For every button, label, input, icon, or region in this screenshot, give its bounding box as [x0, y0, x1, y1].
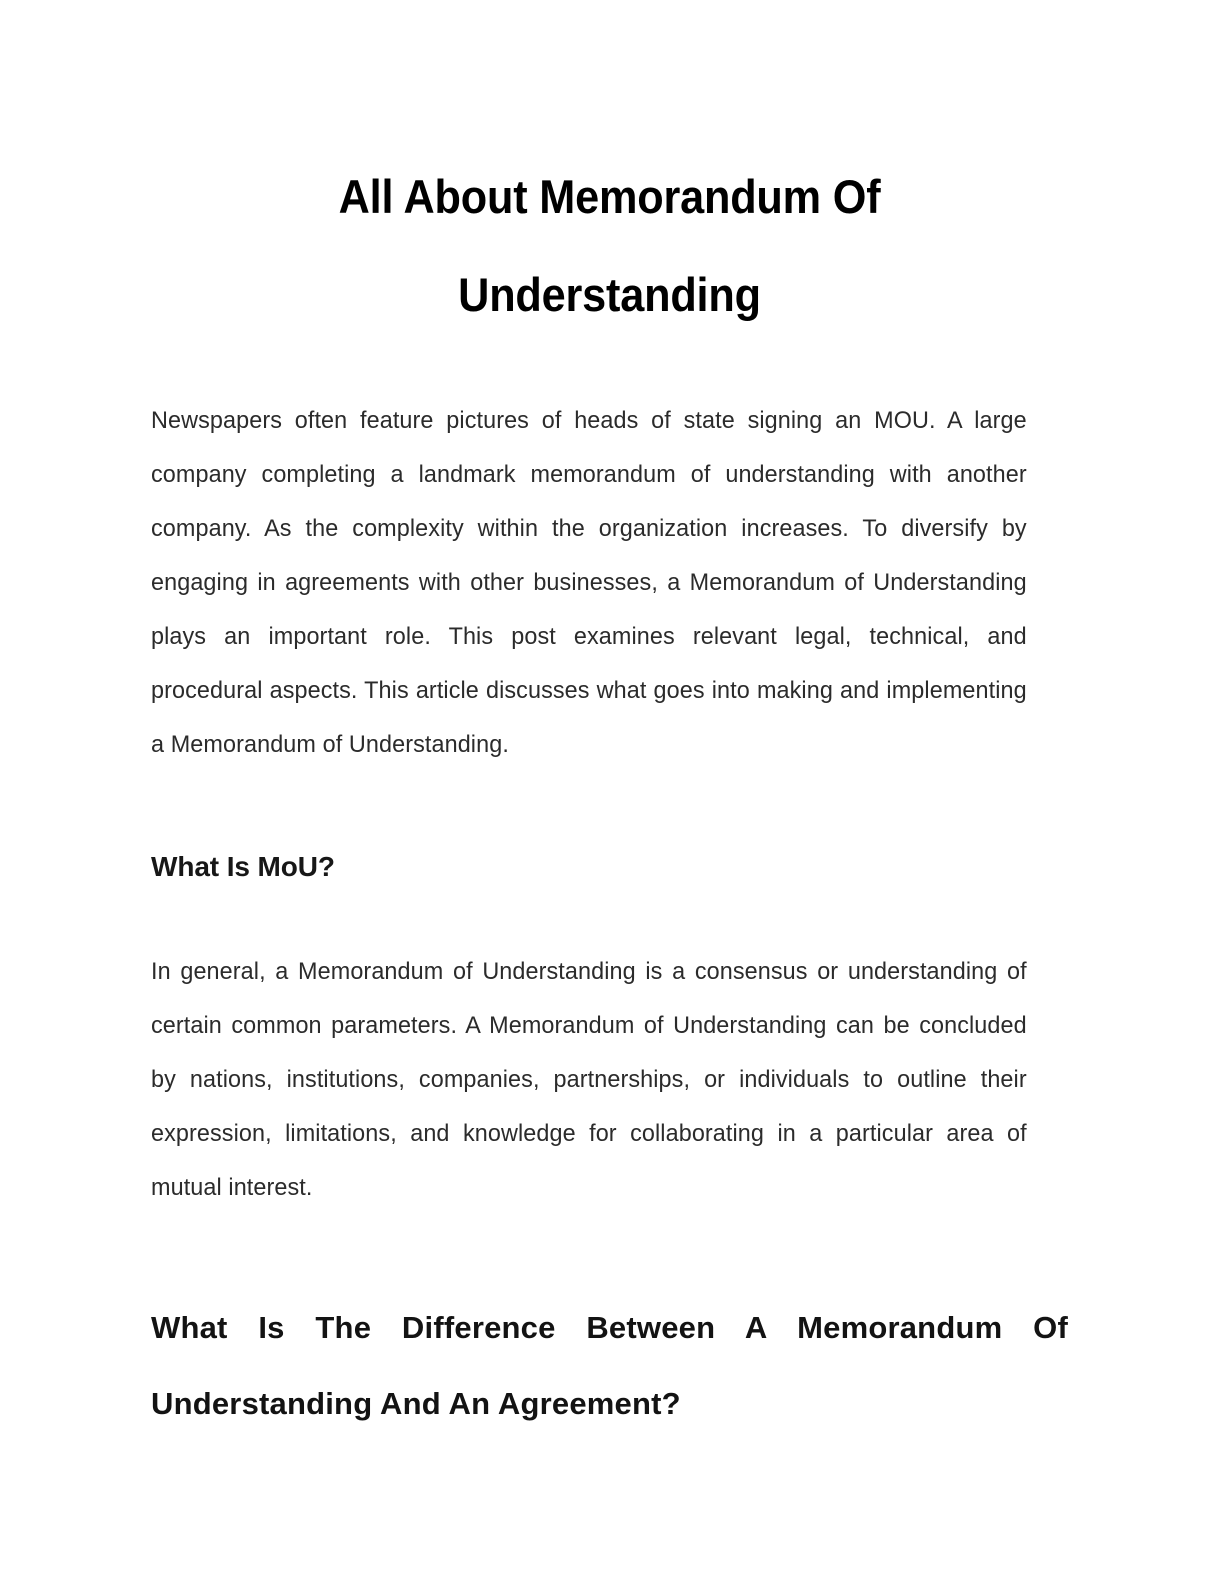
heading-difference-line-2: Understanding And An Agreement? [151, 1386, 681, 1421]
document-content [151, 0, 1068, 1442]
heading-difference-line-1: What Is The Difference Between A Memorandum Of [151, 1310, 1068, 1345]
paragraph-intro: Newspapers often feature pictures of heads of state signing an MOU. A large company completing a landmark memorandum of understanding with another company. As the complexity within the organization increases. To diversify by engaging in agreements with other businesses, a Memorandum of Understanding plays an important role. This post examines relevant legal, technical, and procedural aspects. This article discusses what goes into making and implementing a Memorandum of Understanding. [151, 407, 1027, 758]
heading-what-is-mou: What Is MoU? [151, 851, 335, 882]
heading-difference-mou-agreement [151, 1215, 1068, 1442]
page-title: All About Memorandum Of Understanding [338, 170, 881, 321]
paragraph-what-is-mou-body: In general, a Memorandum of Understanding is a consensus or understanding of certain common parameters. A Memorandum of Understanding can be concluded by nations, institutions, companies, partnerships, or individuals to outline their expression, limitations, and knowledge for collaborating in a particular area of mutual interest. [151, 958, 1027, 1201]
